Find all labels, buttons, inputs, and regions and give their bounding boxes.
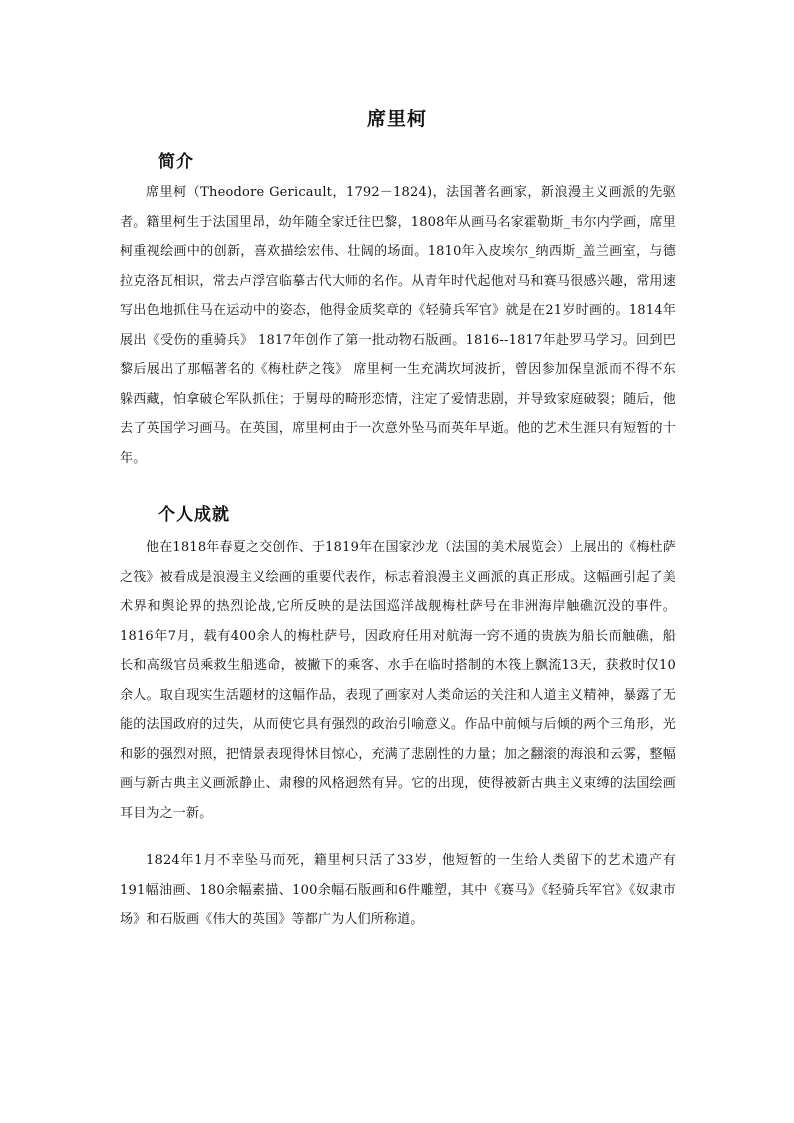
intro-paragraph: 席里柯（Theodore Gericault，1792－1824)，法国著名画家，新浪漫主义画派的先驱者。籍里柯生于法国里昂，幼年随全家迁往巴黎，1808年从画马名家霍勒斯_韦尔内学画，席里柯重视绘画中的创新，喜欢描绘宏伟、壮阔的场面。1810年入皮埃尔_纳西斯_盖兰画室，与德拉克洛瓦相识，常去卢浮宫临摹古代大师的名作。从青年时代起他对马和赛马很感兴趣，常用速写出色地抓住马在运动中的姿态，他得金质奖章的《轻骑兵军官》就是在21岁时画的。1814年展出《受伤的重骑兵》 1817年创作了第一批动物石版画。1816--1817年赴罗马学习。回到巴黎后展出了那幅著名的《梅杜萨之筏》 席里柯一生充满坎坷波折，曾因参加保皇派而不得不东躲西藏，怕拿破仑军队抓住；于舅母的畸形恋情，注定了爱情悲剧，并导致家庭破裂；随后，他去了英国学习画马。在英国，席里柯由于一次意外坠马而英年早逝。他的艺术生涯只有短暂的十年。 [120,185,676,466]
document-title: 席里柯 [366,108,427,130]
achievements-paragraph-2: 1824年1月不幸坠马而死，籍里柯只活了33岁，他短暂的一生给人类留下的艺术遗产有191幅油画、180余幅素描、100余幅石版画和6件雕塑，其中《赛马》《轻骑兵军官》《奴隶市场》和石版画《伟大的英国》等都广为人们所称道。 [120,853,676,927]
achievements-paragraph-1: 他在1818年春夏之交创作、于1819年在国家沙龙（法国的美术展览会）上展出的《梅杜萨之筏》被看成是浪漫主义绘画的重要代表作，标志着浪漫主义画派的真正形成。这幅画引起了美术界和舆论界的热烈论战,它所反映的是法国巡洋战舰梅杜萨号在非洲海岸触礁沉没的事件。1816年7月，载有400余人的梅杜萨号，因政府任用对航海一窍不通的贵族为船长而触礁，船长和高级官员乘救生船逃命，被撇下的乘客、水手在临时搭制的木筏上飘流13天，获救时仅10余人。取自现实生活题材的这幅作品，表现了画家对人类命运的关注和人道主义精神，暴露了无能的法国政府的过失，从而使它具有强烈的政治引喻意义。作品中前倾与后倾的两个三角形，光和影的强烈对照，把情景表现得怵目惊心，充满了悲剧性的力量；加之翻滚的海浪和云雾，整幅画与新古典主义画派静止、肃穆的风格迥然有异。它的出现，使得被新古典主义束缚的法国绘画耳目为之一新。 [120,540,676,821]
section-heading-intro: 简介 [158,152,194,172]
section-heading-achievements: 个人成就 [158,505,230,525]
